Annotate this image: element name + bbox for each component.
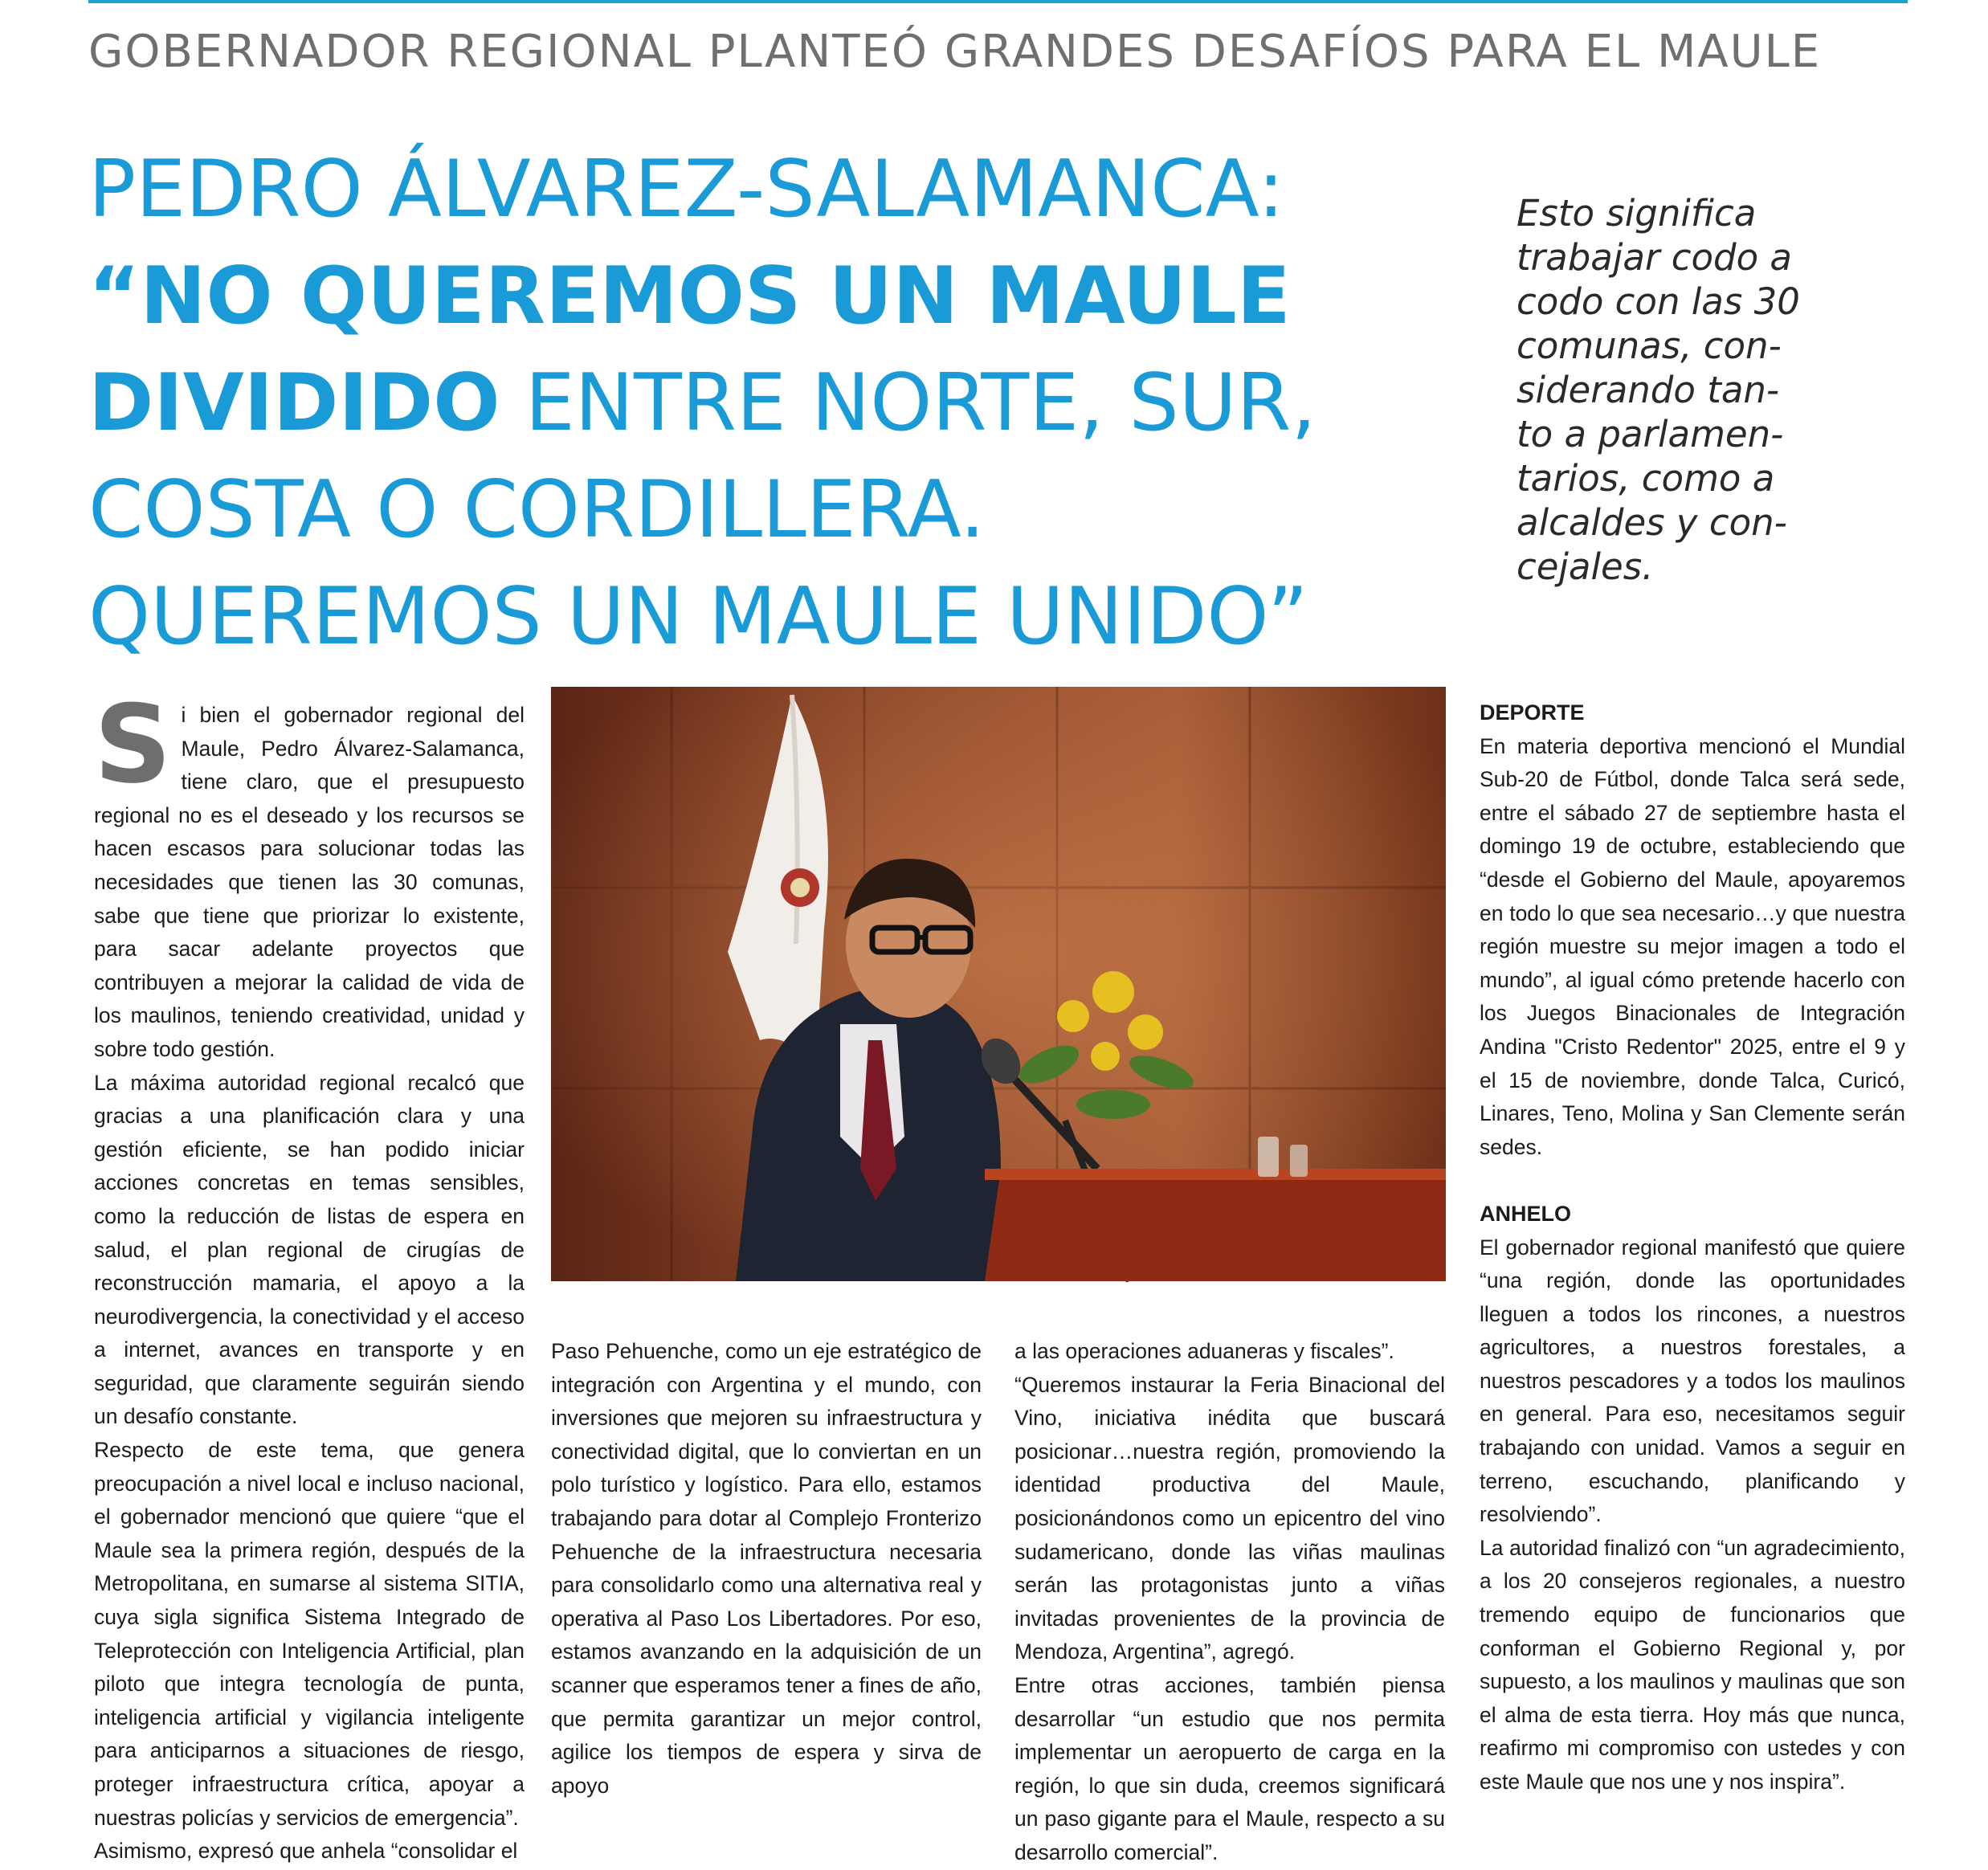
headline-line-4: COSTA O CORDILLERA. bbox=[88, 464, 986, 556]
pull-quote-line: siderando tan- bbox=[1517, 369, 1780, 411]
article-paragraph: “Queremos instaurar la Feria Binacional del Vino, iniciativa inédita que buscará posicionar…nuestra región, promoviendo la identidad productiva del Maule, posicionándonos como un epicentro del vino sudamericano, donde las viñas maulinas serán las protagonistas junto a viñas invitadas provenientes de la provincia de Mendoza, Argentina”, agregó. bbox=[1014, 1372, 1445, 1664]
pull-quote bbox=[1517, 191, 1870, 589]
pull-quote-line: alcaldes y con- bbox=[1517, 501, 1787, 544]
article-paragraph: Asimismo, expresó que anhela “consolidar el bbox=[94, 1839, 518, 1864]
article-column-2 bbox=[551, 1335, 982, 1803]
headline-bold-word: DIVIDIDO bbox=[88, 357, 500, 449]
pull-quote-line: to a parlamen- bbox=[1517, 413, 1784, 455]
article-paragraph: Entre otras acciones, también piensa desarrollar “un estudio que nos permita implementar un aeropuerto de carga en la región, lo que sin duda, creemos significará un paso gigante para el Maule, respecto a su desarrollo comercial”. bbox=[1014, 1672, 1445, 1864]
article-column-3 bbox=[1014, 1335, 1445, 1870]
pull-quote-line: tarios, como a bbox=[1517, 457, 1775, 500]
governor-speech-photo bbox=[551, 687, 1446, 1281]
headline-line-3 bbox=[88, 350, 1470, 457]
section-heading-deporte: DEPORTE bbox=[1480, 700, 1585, 725]
pull-quote-line: comunas, con- bbox=[1517, 325, 1782, 367]
article-paragraph: i bien el gobernador regional del Maule, Pedro Álvarez-Salamanca, tiene claro, que el presupuesto regional no es el deseado y los recursos se hacen escasos para solucionar todas las necesidades que tienen las 30 comunas, sabe que tiene que priorizar lo existente, para sacar adelante proyectos que contribuyen a mejorar la calidad de vida de los maulinos, teniendo creatividad, unidad y sobre todo gestión. bbox=[94, 703, 525, 1061]
article-paragraph: La autoridad finalizó con “un agradecimiento, a los 20 consejeros regionales, a nuestro tremendo equipo de funcionarios que conforman el Gobierno Regional y, por supuesto, a los maulinos y maulinas que son el alma de esta tierra. Hoy más que nunca, reafirmo mi compromiso con ustedes y con este Maule que nos une y nos inspira”. bbox=[1480, 1535, 1905, 1794]
headline-line-3-rest: ENTRE NORTE, SUR, bbox=[500, 357, 1316, 449]
headline-line-2: “NO QUEREMOS UN MAULE bbox=[88, 251, 1291, 342]
headline-line-5: QUEREMOS UN MAULE UNIDO” bbox=[88, 571, 1308, 663]
section-spacer bbox=[1480, 1164, 1905, 1198]
article-paragraph: Respecto de este tema, que genera preocupación a nivel local e incluso nacional, el gobernador mencionó que quiere “que el Maule sea la primera región, después de la Metropolitana, en sumarse al sistema SITIA, cuya sigla significa Sistema Integrado de Teleprotección con Inteligencia Artificial, plan piloto que integra tecnología de punta, inteligencia artificial y vigilancia inteligente para anticiparnos a situaciones de riesgo, proteger infraestructura crítica, apoyar a nuestras policías y servicios de emergencia”. bbox=[94, 1438, 525, 1830]
pull-quote-line: cejales. bbox=[1517, 545, 1654, 588]
article-paragraph: El gobernador regional manifestó que quiere “una región, donde las oportunidades lleguen a todos los rincones, a nuestros agricultores, a nuestros forestales, a nuestros pescadores y a todos los maulinos en general. Para eso, necesitamos seguir trabajando con unidad. Vamos a seguir en terreno, escuchando, planificando y resolviendo”. bbox=[1480, 1235, 1905, 1527]
article-paragraph: a las operaciones aduaneras y fiscales”. bbox=[1014, 1339, 1394, 1363]
headline-line-1: PEDRO ÁLVAREZ-SALAMANCA: bbox=[88, 144, 1284, 235]
pull-quote-line: codo con las 30 bbox=[1517, 280, 1800, 323]
section-heading-anhelo: ANHELO bbox=[1480, 1201, 1571, 1226]
article-column-4 bbox=[1480, 696, 1905, 1799]
drop-cap: S bbox=[94, 682, 172, 807]
headline bbox=[88, 137, 1470, 671]
article-paragraph: La máxima autoridad regional recalcó que gracias a una planificación clara y una gestión eficiente, se han podido iniciar acciones concretas en temas sensibles, como la reducción de listas de espera en salud, el plan regional de cirugías de reconstrucción mamaria, el apoyo a la neurodivergencia, la conectividad y el acceso a internet, avances en transporte y en seguridad, que claramente seguirán siendo un desafío constante. bbox=[94, 1070, 525, 1429]
article-paragraph: Paso Pehuenche, como un eje estratégico de integración con Argentina y el mundo, con inversiones que mejoren su infraestructura y conectividad digital, que lo conviertan en un polo turístico y logístico. Para ello, estamos trabajando para dotar al Complejo Fronterizo Pehuenche de la infraestructura necesaria para consolidarlo como una alternativa real y operativa al Paso Los Libertadores. Por eso, estamos avanzando en la adquisición de un scanner que esperamos tener a fines de año, que permita garantizar un mejor control, agilice los tiempos de espera y sirva de apoyo bbox=[551, 1339, 982, 1798]
top-rule bbox=[88, 0, 1908, 3]
article-column-1 bbox=[94, 682, 525, 1868]
pull-quote-line: Esto significa bbox=[1517, 192, 1757, 235]
article-paragraph: En materia deportiva mencionó el Mundial Sub-20 de Fútbol, donde Talca será sede, entre el sábado 27 de septiembre hasta el domingo 19 de octubre, estableciendo que “desde el Gobierno del Maule, apoyaremos en todo lo que sea necesario…y que nuestra región muestre su mejor imagen a todo el mundo”, al igual cómo pretende hacerlo con los Juegos Binacionales de Integración Andina "Cristo Redentor" 2025, entre el 9 y el 15 de noviembre, donde Talca, Curicó, Linares, Teno, Molina y San Clemente serán sedes. bbox=[1480, 733, 1905, 1159]
kicker: GOBERNADOR REGIONAL PLANTEÓ GRANDES DESAFÍOS PARA EL MAULE bbox=[88, 26, 1822, 78]
pull-quote-line: trabajar codo a bbox=[1517, 236, 1792, 279]
